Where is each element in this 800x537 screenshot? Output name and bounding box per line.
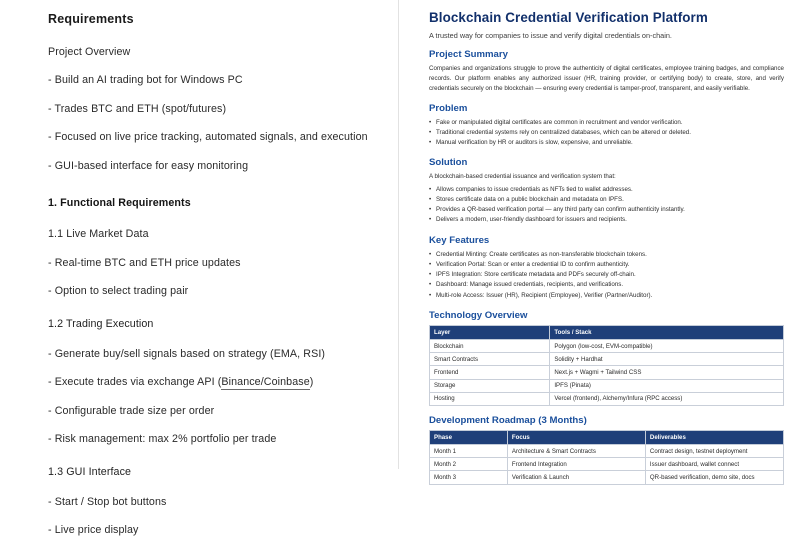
technology-overview-table [429, 325, 784, 406]
table-cell: Frontend Integration [507, 458, 645, 471]
requirement-line: - Risk management: max 2% portfolio per trade [48, 432, 277, 445]
requirement-line: - Build an AI trading bot for Windows PC [48, 74, 243, 87]
list-item: • Traditional credential systems rely on centralized databases, which can be altered or deleted. [429, 128, 784, 138]
list-item: • IPFS Integration: Store certificate metadata and PDFs securely off-chain. [429, 270, 784, 280]
requirement-line: - Live price display [48, 524, 139, 536]
requirements-title: Requirements [48, 12, 134, 26]
table-cell: Frontend [430, 366, 550, 379]
section-heading: Key Features [429, 234, 490, 246]
proposal-pane [415, 0, 800, 481]
requirement-line: - Configurable trade size per order [48, 404, 215, 417]
table-cell: Month 1 [430, 444, 508, 457]
column-header: Deliverables [645, 430, 783, 444]
requirement-line: - Start / Stop bot buttons [48, 495, 167, 508]
requirement-line: - GUI-based interface for easy monitoring [48, 159, 249, 172]
document-subtitle: A trusted way for companies to issue and verify digital credentials on-chain. [429, 31, 672, 40]
requirement-line: 1.3 GUI Interface [48, 466, 132, 479]
section-heading: Problem [429, 103, 468, 115]
requirement-line: - Focused on live price tracking, automated signals, and execution [48, 131, 368, 144]
list-item: • Credential Minting: Create certificates as non-transferable blockchain tokens. [429, 250, 784, 260]
tech-overview-heading: Technology Overview [429, 310, 528, 321]
table-row [430, 444, 784, 457]
development-roadmap-table [429, 430, 784, 485]
exchange-api-link[interactable]: Binance/Coinbase [221, 376, 310, 389]
requirement-line: - Execute trades via exchange API (Binance/Coinbase) [48, 376, 314, 389]
table-row [430, 379, 784, 392]
table-cell: QR-based verification, demo site, docs [645, 471, 783, 484]
section-heading: Solution [429, 157, 468, 169]
column-header: Tools / Stack [550, 326, 784, 340]
document-sections [429, 49, 784, 301]
section-paragraph: A blockchain-based credential issuance and verification system that: [429, 173, 616, 181]
requirement-line: 1.1 Live Market Data [48, 228, 149, 241]
requirements-lines [48, 46, 393, 537]
column-header: Phase [430, 430, 508, 444]
requirement-line: - Real-time BTC and ETH price updates [48, 256, 241, 269]
requirement-line: 1.2 Trading Execution [48, 318, 154, 331]
section-bullet-list [429, 250, 784, 301]
list-item: • Allows companies to issue credentials as NFTs tied to wallet addresses. [429, 185, 784, 195]
list-item: • Stores certificate data on a public blockchain and metadata on IPFS. [429, 195, 784, 205]
table-row [430, 392, 784, 405]
table-cell: Hosting [430, 392, 550, 405]
column-header: Focus [507, 430, 645, 444]
list-item: • Manual verification by HR or auditors is slow, expensive, and unreliable. [429, 138, 784, 148]
column-header: Layer [430, 326, 550, 340]
table-cell: Month 2 [430, 458, 508, 471]
table-cell: Vercel (frontend), Alchemy/Infura (RPC access) [550, 392, 784, 405]
table-header-row [430, 326, 784, 340]
table-cell: Contract design, testnet deployment [645, 444, 783, 457]
table-cell: Issuer dashboard, wallet connect [645, 458, 783, 471]
table-cell: Architecture & Smart Contracts [507, 444, 645, 457]
requirement-line: - Trades BTC and ETH (spot/futures) [48, 102, 227, 115]
table-cell: Next.js + Wagmi + Tailwind CSS [550, 366, 784, 379]
section-heading: Project Summary [429, 49, 508, 60]
table-cell: IPFS (Pinata) [550, 379, 784, 392]
section-paragraph: Companies and organizations struggle to prove the authenticity of digital certificates, employee training badges, and compliance records. Our platform enables any authorized issuer (HR, training provider, or certifying body) to create, store, and verify credentials securely on the blockchain — ensuring every credential is tamper-proof, transparent, and easily verifiable. [429, 65, 784, 93]
table-header-row [430, 430, 784, 444]
requirement-line: 1. Functional Requirements [48, 196, 191, 209]
table-cell: Solidity + Hardhat [550, 353, 784, 366]
requirement-line: - Generate buy/sell signals based on strategy (EMA, RSI) [48, 347, 326, 360]
table-row [430, 458, 784, 471]
table-cell: Verification & Launch [507, 471, 645, 484]
table-row [430, 340, 784, 353]
list-item: • Dashboard: Manage issued credentials, recipients, and verifications. [429, 280, 784, 290]
section-bullet-list [429, 185, 784, 225]
list-item: • Multi-role Access: Issuer (HR), Recipient (Employee), Verifier (Partner/Auditor). [429, 291, 784, 301]
list-item: • Provides a QR-based verification portal — any third party can confirm authenticity instantly. [429, 205, 784, 215]
table-cell: Smart Contracts [430, 353, 550, 366]
table-cell: Blockchain [430, 340, 550, 353]
table-cell: Month 3 [430, 471, 508, 484]
roadmap-heading: Development Roadmap (3 Months) [429, 414, 587, 426]
list-item: • Verification Portal: Scan or enter a credential ID to confirm authenticity. [429, 260, 784, 270]
requirement-line: - Option to select trading pair [48, 285, 189, 297]
table-row [430, 353, 784, 366]
list-item: • Delivers a modern, user-friendly dashboard for issuers and recipients. [429, 215, 784, 225]
table-cell: Storage [430, 379, 550, 392]
document-title: Blockchain Credential Verification Platform [429, 10, 708, 25]
requirement-line: Project Overview [48, 46, 131, 58]
section-bullet-list [429, 118, 784, 148]
table-row [430, 471, 784, 484]
table-row [430, 366, 784, 379]
table-cell: Polygon (low-cost, EVM-compatible) [550, 340, 784, 353]
list-item: • Fake or manipulated digital certificates are common in recruitment and vendor verification. [429, 118, 784, 128]
